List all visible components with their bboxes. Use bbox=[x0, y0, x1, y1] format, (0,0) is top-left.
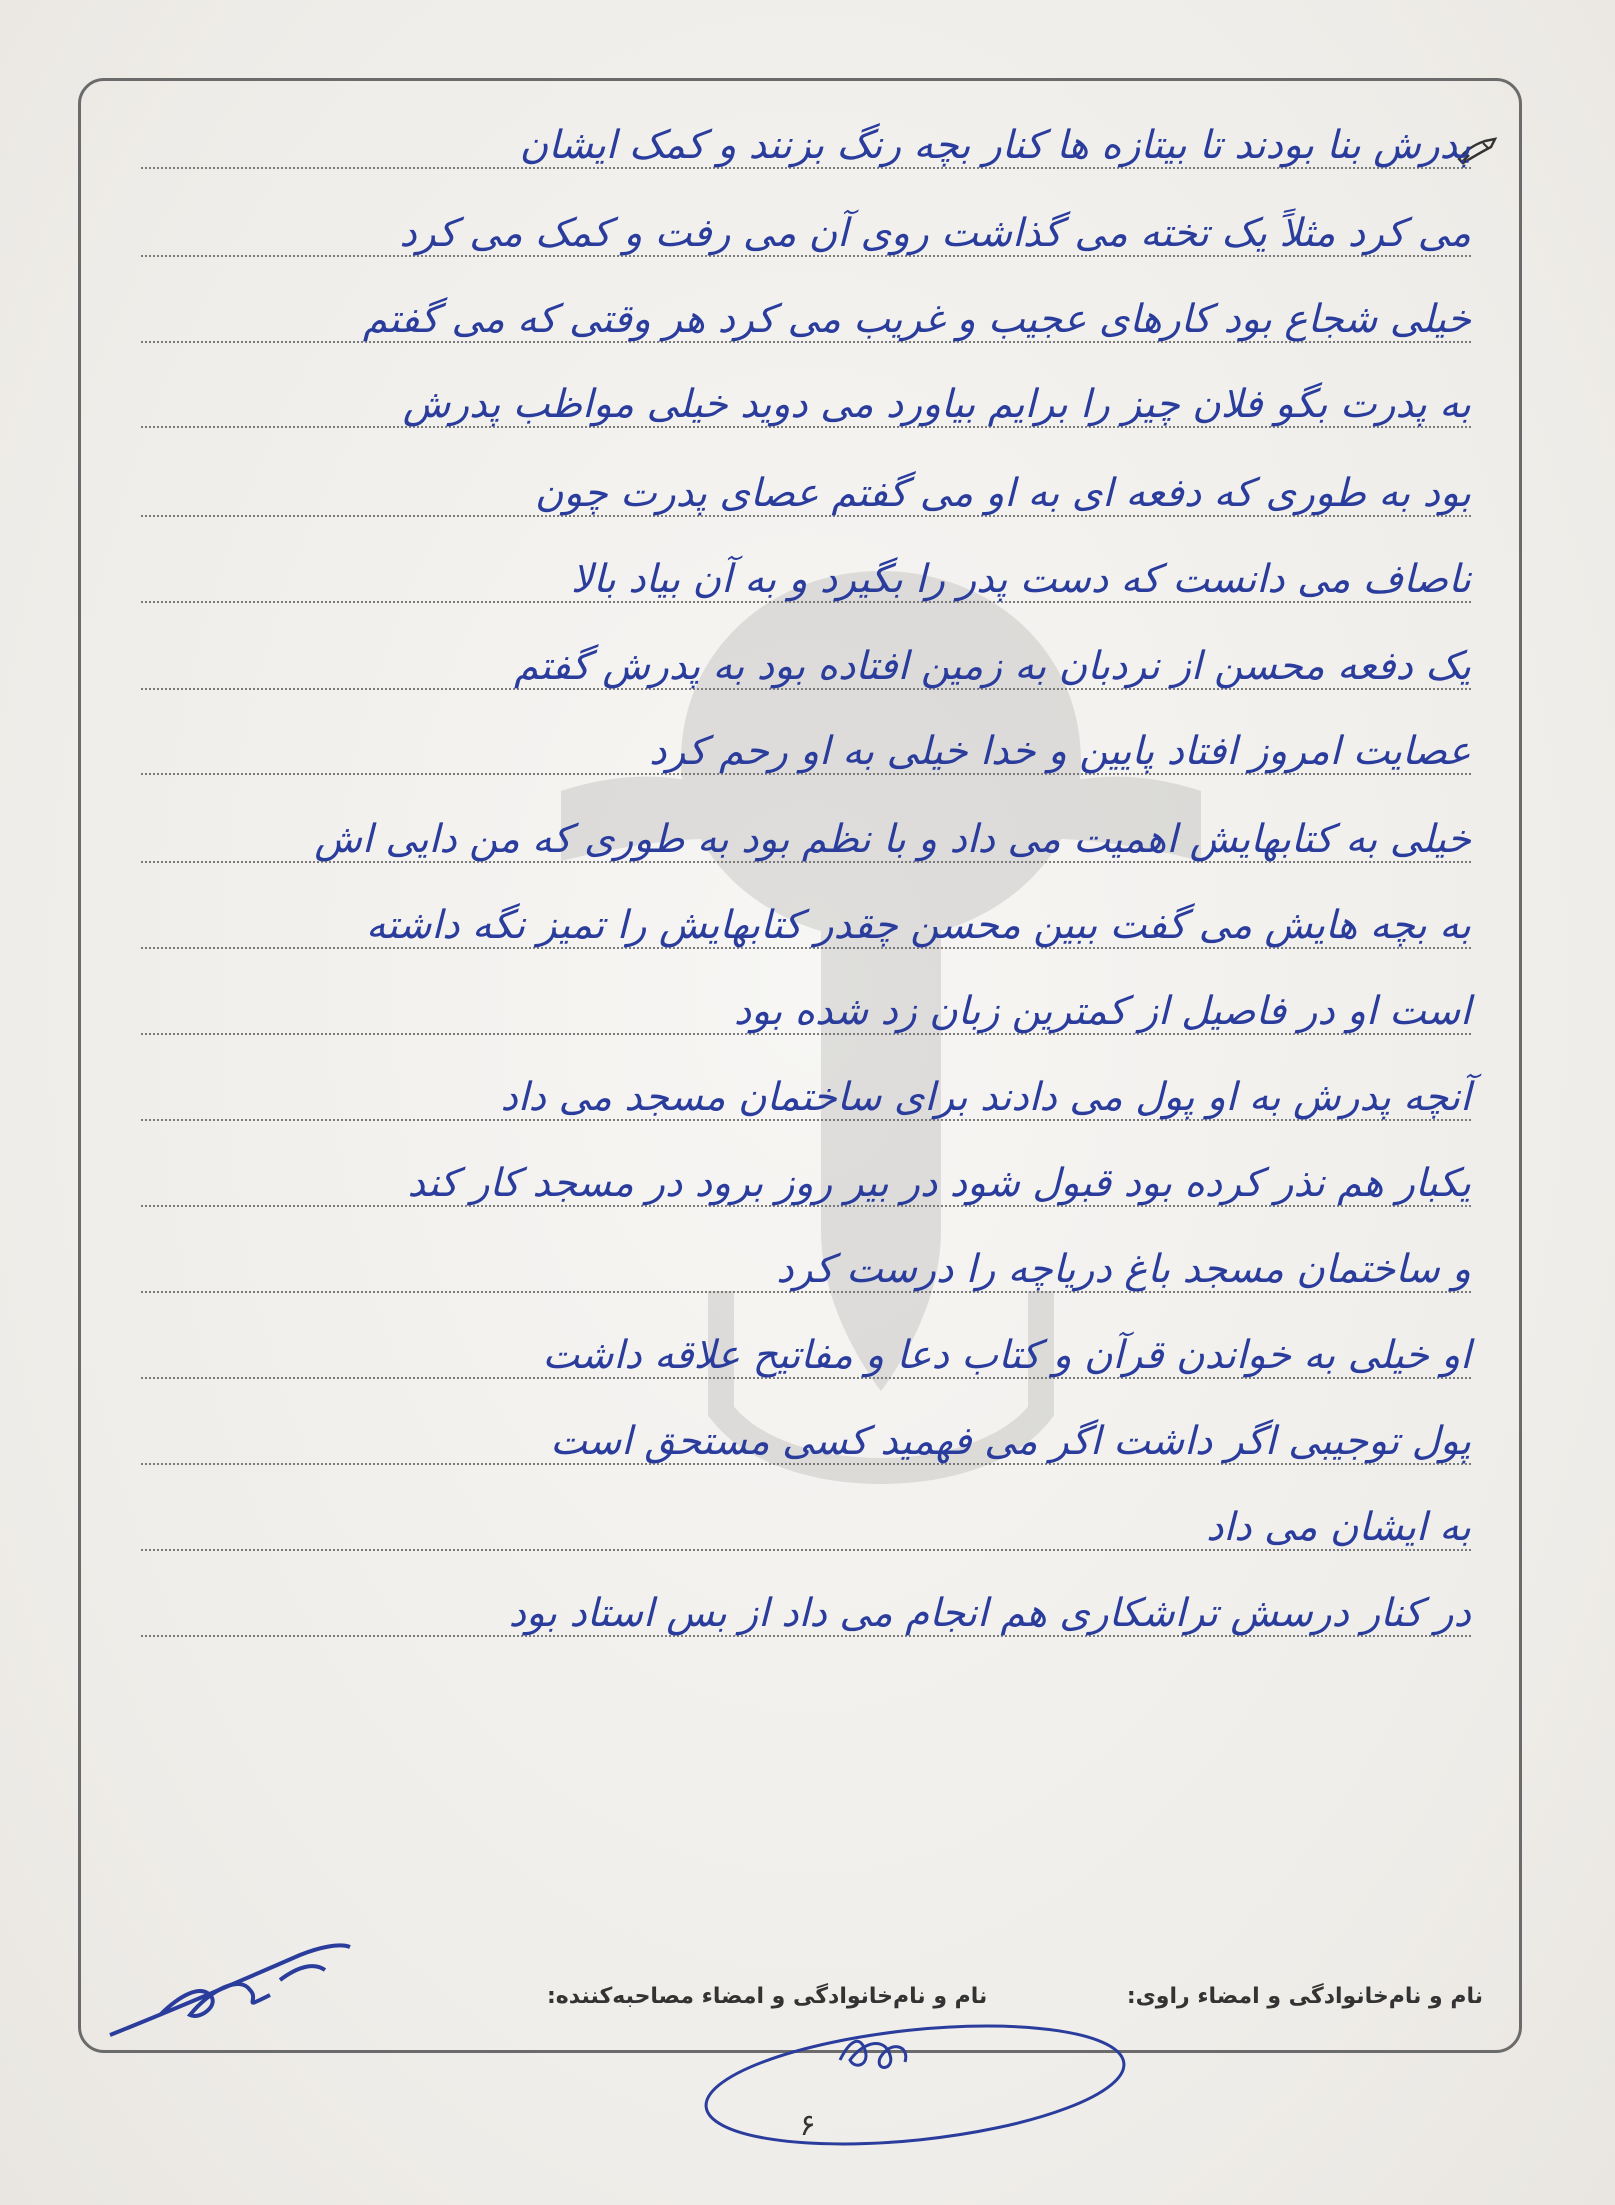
handwritten-line-7: یک دفعه محسن از نردبان به زمین افتاده بود به پدرش گفتم bbox=[141, 646, 1471, 690]
handwritten-line-17: به ایشان می داد bbox=[141, 1507, 1471, 1551]
handwritten-line-14: و ساختمان مسجد باغ دریاچه را درست کرد bbox=[141, 1249, 1471, 1293]
handwritten-line-12: آنچه پدرش به او پول می دادند برای ساختمان مسجد می داد bbox=[141, 1077, 1471, 1121]
handwritten-line-13: یکبار هم نذر کرده بود قبول شود در بیر روز برود در مسجد کار کند bbox=[141, 1163, 1471, 1207]
handwritten-line-9: خیلی به کتابهایش اهمیت می داد و با نظم بود به طوری که من دایی اش bbox=[141, 819, 1471, 863]
handwritten-line-3: خیلی شجاع بود کارهای عجیب و غریب می کرد هر وقتی که می گفتم bbox=[141, 299, 1471, 343]
handwritten-line-1: پدرش بنا بودند تا بیتازه ها کنار بچه رنگ بزنند و کمک ایشان bbox=[141, 125, 1471, 169]
handwritten-line-11: است او در فاصیل از کمترین زبان زد شده بود bbox=[141, 991, 1471, 1035]
interviewee-signature-label: نام و نام‌خانوادگی و امضاء راوی: bbox=[1126, 1984, 1483, 2009]
handwritten-line-8: عصایت امروز افتاد پایین و خدا خیلی به او رحم کرد bbox=[141, 731, 1471, 775]
page-number: ۶ bbox=[799, 2108, 816, 2143]
handwritten-line-4: به پدرت بگو فلان چیز را برایم بیاورد می دوید خیلی مواظب پدرش bbox=[141, 384, 1471, 428]
page-border-frame bbox=[78, 78, 1522, 2053]
handwritten-line-2: می کرد مثلاً یک تخته می گذاشت روی آن می رفت و کمک می کرد bbox=[141, 213, 1471, 257]
handwritten-line-16: پول توجیبی اگر داشت اگر می فهمید کسی مستحق است bbox=[141, 1421, 1471, 1465]
handwritten-line-6: ناصاف می دانست که دست پدر را بگیرد و به آن بیاد بالا bbox=[141, 559, 1471, 603]
handwritten-line-5: بود به طوری که دفعه ای به او می گفتم عصای پدرت چون bbox=[141, 473, 1471, 517]
handwritten-line-18: در کنار درسش تراشکاری هم انجام می داد از بس استاد بود bbox=[141, 1593, 1471, 1637]
interviewer-signature-label: نام و نام‌خانوادگی و امضاء مصاحبه‌کننده: bbox=[547, 1984, 988, 2009]
handwritten-line-15: او خیلی به خواندن قرآن و کتاب دعا و مفاتیح علاقه داشت bbox=[141, 1335, 1471, 1379]
handwritten-line-10: به بچه هایش می گفت ببین محسن چقدر کتابهایش را تمیز نگه داشته bbox=[141, 905, 1471, 949]
interviewee-signature bbox=[100, 1935, 360, 2045]
